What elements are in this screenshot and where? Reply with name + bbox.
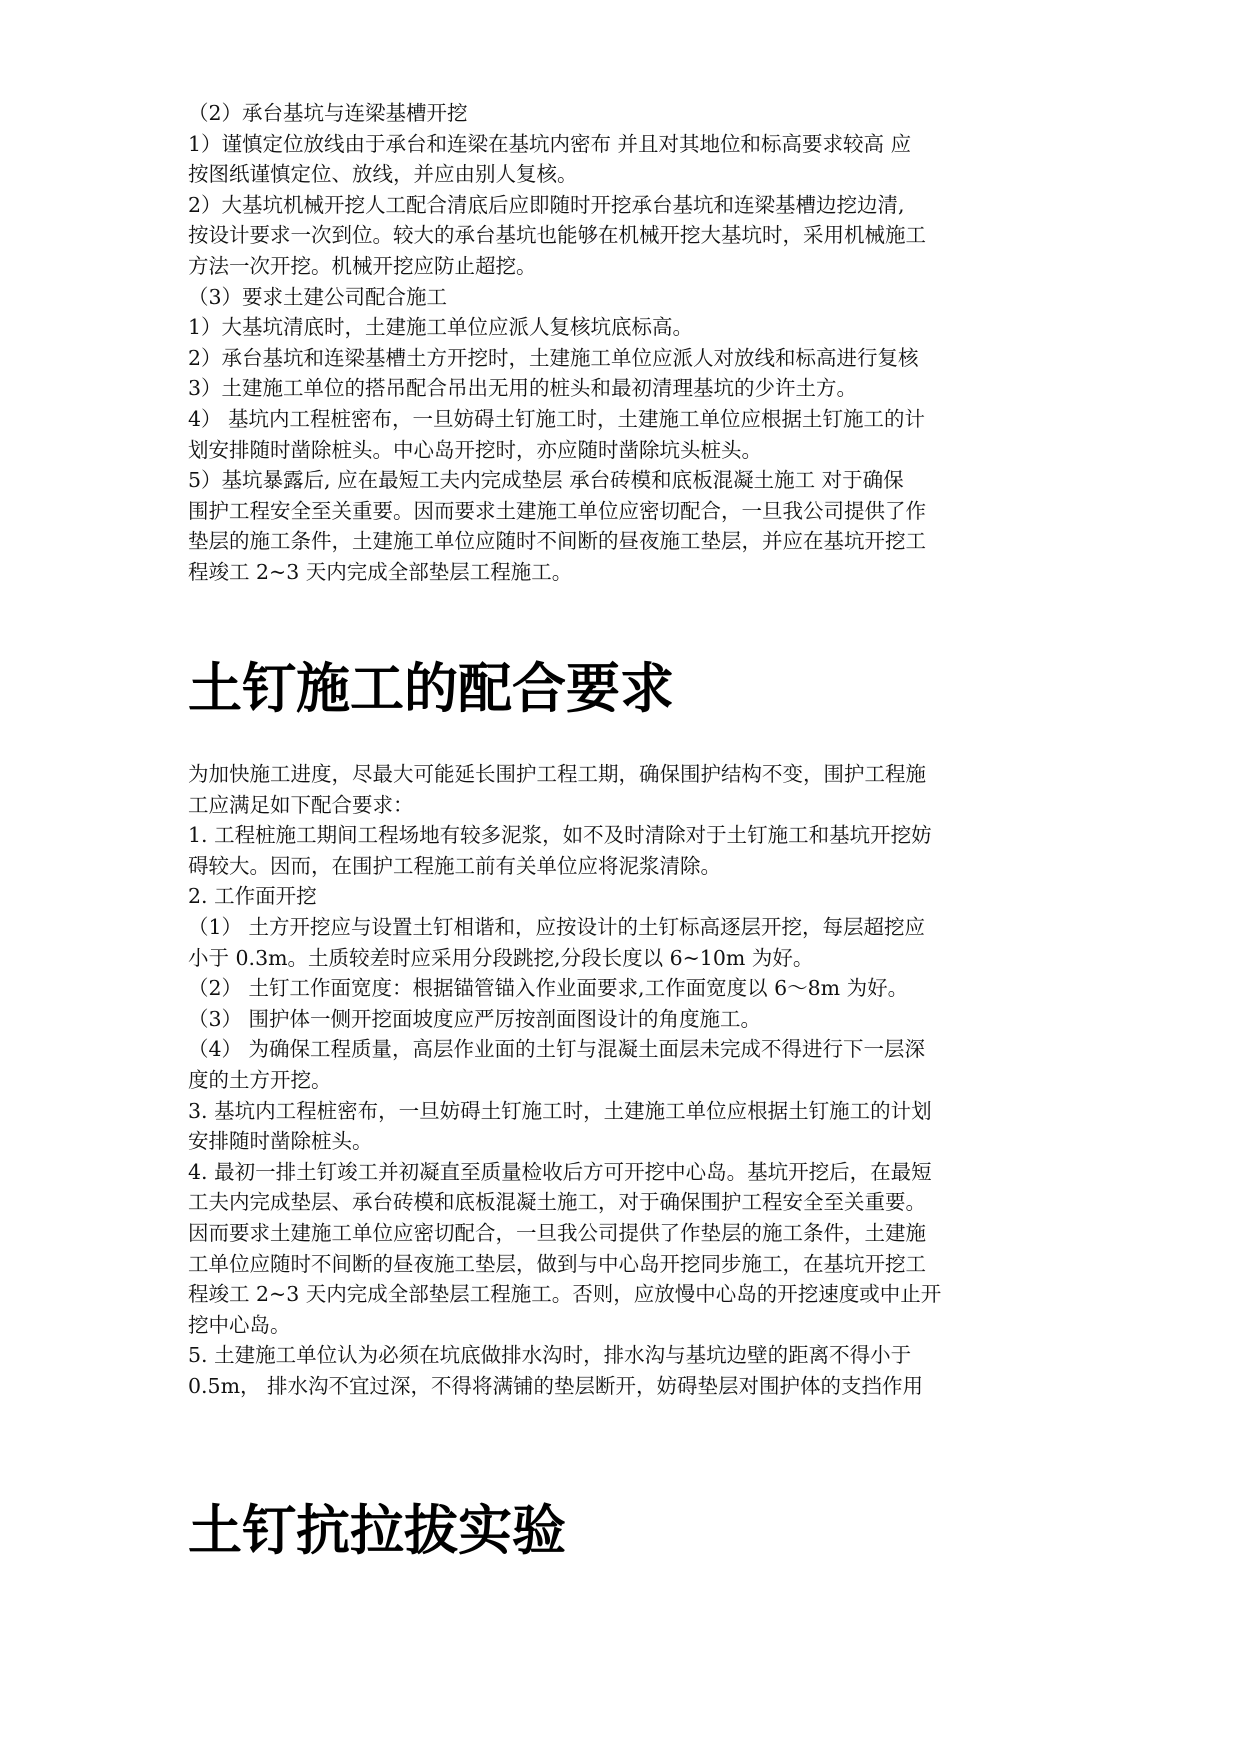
text-line: （4） 为确保工程质量，高层作业面的土钉与混凝土面层未完成不得进行下一层深 bbox=[188, 1037, 926, 1062]
text-line: 按图纸谨慎定位、放线，并应由别人复核。 bbox=[188, 162, 578, 187]
text-line: 1. 工程桩施工期间工程场地有较多泥浆，如不及时清除对于土钉施工和基坑开挖妨 bbox=[188, 823, 932, 848]
text-line: 小于 0.3m。土质较差时应采用分段跳挖,分段长度以 6~10m 为好。 bbox=[188, 945, 814, 970]
text-line: 1）大基坑清底时，土建施工单位应派人复核坑底标高。 bbox=[188, 315, 694, 340]
text-line: 碍较大。因而，在围护工程施工前有关单位应将泥浆清除。 bbox=[188, 853, 721, 878]
text-line: 为加快施工进度，尽最大可能延长围护工程工期，确保围护结构不变，围护工程施 bbox=[188, 762, 926, 786]
text-line: 方法一次开挖。机械开挖应防止超挖。 bbox=[188, 254, 537, 278]
heading-pullout-test: 土钉抗拉拔实验 bbox=[188, 1499, 566, 1562]
text-line: 4. 最初一排土钉竣工并初凝直至质量检收后方可开挖中心岛。基坑开挖后，在最短 bbox=[188, 1159, 932, 1184]
heading-soil-nail-coordination: 土钉施工的配合要求 bbox=[188, 657, 674, 720]
text-line: 度的土方开挖。 bbox=[188, 1068, 332, 1092]
text-line: （3） 围护体一侧开挖面坡度应严厉按剖面图设计的角度施工。 bbox=[188, 1006, 762, 1031]
text-line: 程竣工 2~3 天内完成全部垫层工程施工。否则，应放慢中心岛的开挖速度或中止开 bbox=[188, 1282, 942, 1307]
text-line: 工应满足如下配合要求： bbox=[188, 792, 414, 817]
text-line: 垫层的施工条件，土建施工单位应随时不间断的昼夜施工垫层，并应在基坑开挖工 bbox=[188, 529, 926, 554]
text-line: 3）土建施工单位的搭吊配合吊出无用的桩头和最初清理基坑的少许土方。 bbox=[188, 376, 858, 401]
text-line: 围护工程安全至关重要。因而要求土建施工单位应密切配合，一旦我公司提供了作 bbox=[188, 498, 926, 523]
text-line: 4） 基坑内工程桩密布，一旦妨碍土钉施工时，土建施工单位应根据土钉施工的计 bbox=[188, 407, 926, 431]
text-line: 按设计要求一次到位。较大的承台基坑也能够在机械开挖大基坑时，采用机械施工 bbox=[188, 223, 926, 248]
text-line: 2）承台基坑和连梁基槽土方开挖时，土建施工单位应派人对放线和标高进行复核 bbox=[188, 345, 919, 370]
text-line: （2）承台基坑与连梁基槽开挖 bbox=[188, 101, 468, 125]
text-line: （1） 土方开挖应与设置土钉相谐和，应按设计的土钉标高逐层开挖，每层超挖应 bbox=[188, 915, 926, 939]
text-line: 程竣工 2~3 天内完成全部垫层工程施工。 bbox=[188, 560, 573, 584]
text-line: 因而要求土建施工单位应密切配合，一旦我公司提供了作垫层的施工条件，土建施 bbox=[188, 1221, 926, 1245]
text-line: 划安排随时凿除桩头。中心岛开挖时，亦应随时凿除坑头桩头。 bbox=[188, 437, 762, 462]
text-line: 2）大基坑机械开挖人工配合清底后应即随时开挖承台基坑和连梁基槽边挖边清, bbox=[188, 192, 905, 217]
text-line: 安排随时凿除桩头。 bbox=[188, 1129, 373, 1154]
text-line: 工单位应随时不间断的昼夜施工垫层，做到与中心岛开挖同步施工，在基坑开挖工 bbox=[188, 1251, 926, 1276]
text-line: 5. 土建施工单位认为必须在坑底做排水沟时，排水沟与基坑边壁的距离不得小于 bbox=[188, 1343, 912, 1368]
text-line: 挖中心岛。 bbox=[188, 1312, 291, 1337]
text-line: 3. 基坑内工程桩密布，一旦妨碍土钉施工时，土建施工单位应根据土钉施工的计划 bbox=[188, 1098, 932, 1123]
text-line: 2. 工作面开挖 bbox=[188, 884, 317, 909]
text-line: 1）谨慎定位放线由于承台和连梁在基坑内密布 并且对其地位和标高要求较高 应 bbox=[188, 131, 912, 156]
text-line: （3）要求土建公司配合施工 bbox=[188, 284, 448, 309]
text-line: 0.5m， 排水沟不宜过深，不得将满铺的垫层断开，妨碍垫层对围护体的支挡作用 bbox=[188, 1374, 924, 1398]
text-line: 5）基坑暴露后, 应在最短工夫内完成垫层 承台砖模和底板混凝土施工 对于确保 bbox=[188, 468, 904, 493]
text-line: （2） 土钉工作面宽度：根据锚管锚入作业面要求,工作面宽度以 6～8m 为好。 bbox=[188, 976, 909, 1001]
text-line: 工夫内完成垫层、承台砖模和底板混凝土施工，对于确保围护工程安全至关重要。 bbox=[188, 1190, 926, 1215]
